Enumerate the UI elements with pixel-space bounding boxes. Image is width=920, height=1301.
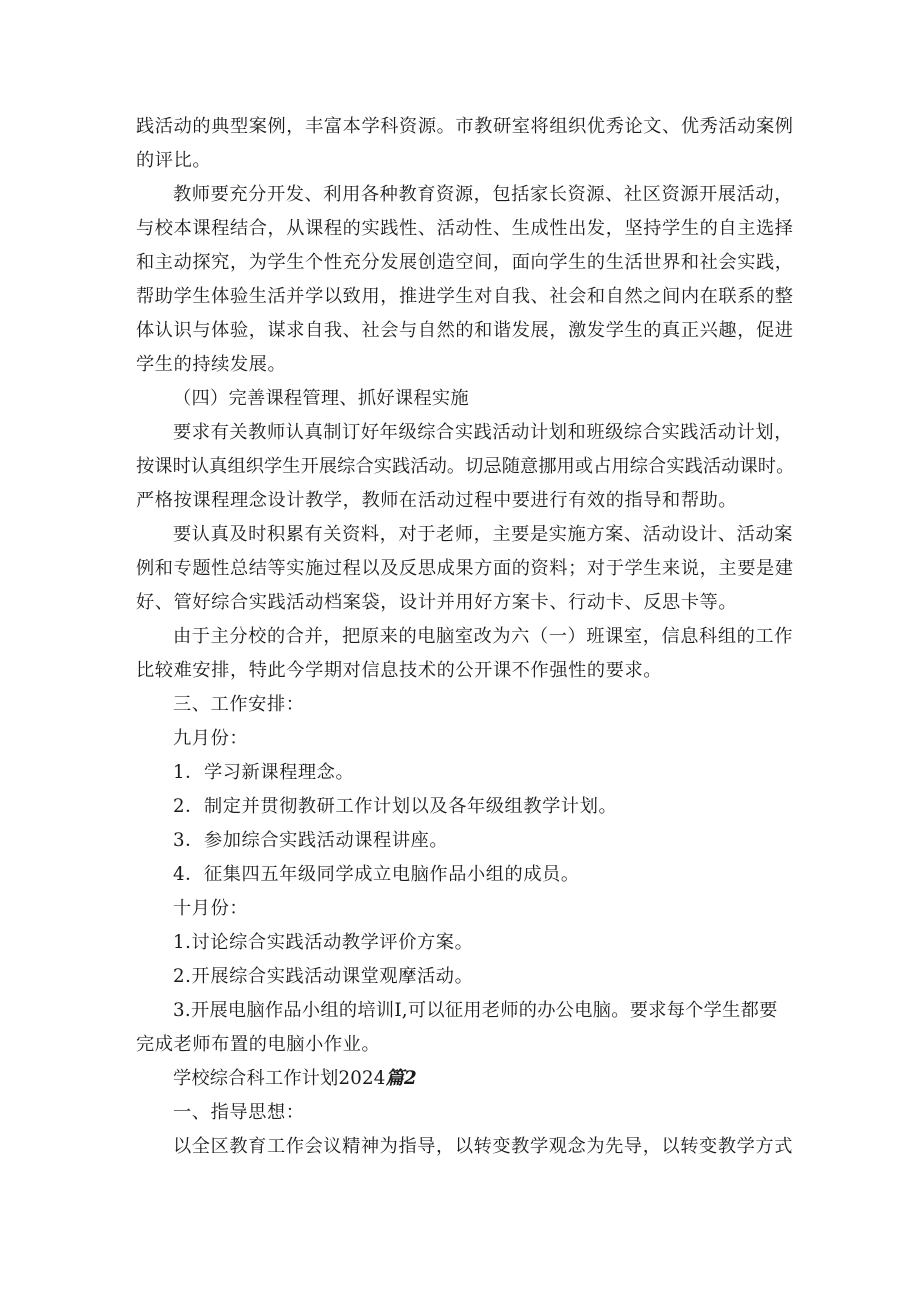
paragraph-line-1: 践活动的典型案例，丰富本学科资源。市教研室将组织优秀论文、优秀活动案例 <box>136 116 794 137</box>
paragraph-line-last: 以全区教育工作会议精神为指导，以转变教学观念为先导，以转变教学方式 <box>173 1136 793 1157</box>
list-item-oct-2: 2.开展综合实践活动课堂观摩活动。 <box>173 966 474 987</box>
section-heading-3: 三、工作安排： <box>173 694 305 715</box>
paragraph-line-8: 学生的持续发展。 <box>136 354 287 375</box>
article-title <box>173 1067 417 1091</box>
paragraph-line-13: 例和专题性总结等实施过程以及反思成果方面的资料；对于学生来说，主要是建 <box>136 558 794 579</box>
paragraph-line-4: 与校本课程结合，从课程的实践性、活动性、生成性出发，坚持学生的自主选择 <box>136 218 794 239</box>
paragraph-line-6: 帮助学生体验生活并学以致用，推进学生对自我、社会和自然之间内在联系的整 <box>136 286 794 307</box>
paragraph-line-9: 要求有关教师认真制订好年级综合实践活动计划和班级综合实践活动计划， <box>173 422 793 443</box>
list-item-oct-3-cont: 完成老师布置的电脑小作业。 <box>136 1034 381 1055</box>
paragraph-line-7: 体认识与体验，谋求自我、社会与自然的和谐发展，激发学生的真正兴趣，促进 <box>136 320 794 341</box>
list-item-sep-4: 4．征集四五年级同学成立电脑作品小组的成员。 <box>173 864 580 885</box>
paragraph-line-16: 比较难安排，特此今学期对信息技术的公开课不作强性的要求。 <box>136 660 663 681</box>
list-item-sep-2: 2．制定并贯彻教研工作计划以及各年级组教学计划。 <box>173 796 618 817</box>
paragraph-line-2: 的评比。 <box>136 150 212 171</box>
list-item-oct-1: 1.讨论综合实践活动教学评价方案。 <box>173 932 474 953</box>
paragraph-line-11: 严格按课程理念设计教学，教师在活动过程中要进行有效的指导和帮助。 <box>136 490 738 511</box>
paragraph-line-15: 由于主分校的合并，把原来的电脑室改为六（一）班课室，信息科组的工作 <box>173 626 793 647</box>
list-item-sep-3: 3．参加综合实践活动课程讲座。 <box>173 830 449 851</box>
paragraph-line-14: 好、管好综合实践活动档案袋，设计并用好方案卡、行动卡、反思卡等。 <box>136 592 738 613</box>
paragraph-line-10: 按课时认真组织学生开展综合实践活动。切忌随意挪用或占用综合实践活动课时。 <box>136 456 795 477</box>
paragraph-line-3: 教师要充分开发、利用各种教育资源，包括家长资源、社区资源开展活动， <box>173 184 793 205</box>
paragraph-line-5: 和主动探究，为学生个性充分发展创造空间，面向学生的生活世界和社会实践， <box>136 252 794 273</box>
paragraph-line-12: 要认真及时积累有关资料，对于老师，主要是实施方案、活动设计、活动案 <box>173 524 793 545</box>
month-heading-september: 九月份： <box>173 728 249 749</box>
month-heading-october: 十月份： <box>173 898 249 919</box>
list-item-sep-1: 1．学习新课程理念。 <box>173 762 355 783</box>
section-heading-1: 一、指导思想： <box>173 1102 305 1123</box>
article-title-part: 篇2 <box>385 1068 417 1089</box>
article-title-text: 学校综合科工作计划2024 <box>173 1068 386 1089</box>
list-item-oct-3: 3.开展电脑作品小组的培训I,可以征用老师的办公电脑。要求每个学生都要 <box>173 1000 778 1021</box>
section-heading-4: （四）完善课程管理、抓好课程实施 <box>173 388 469 409</box>
